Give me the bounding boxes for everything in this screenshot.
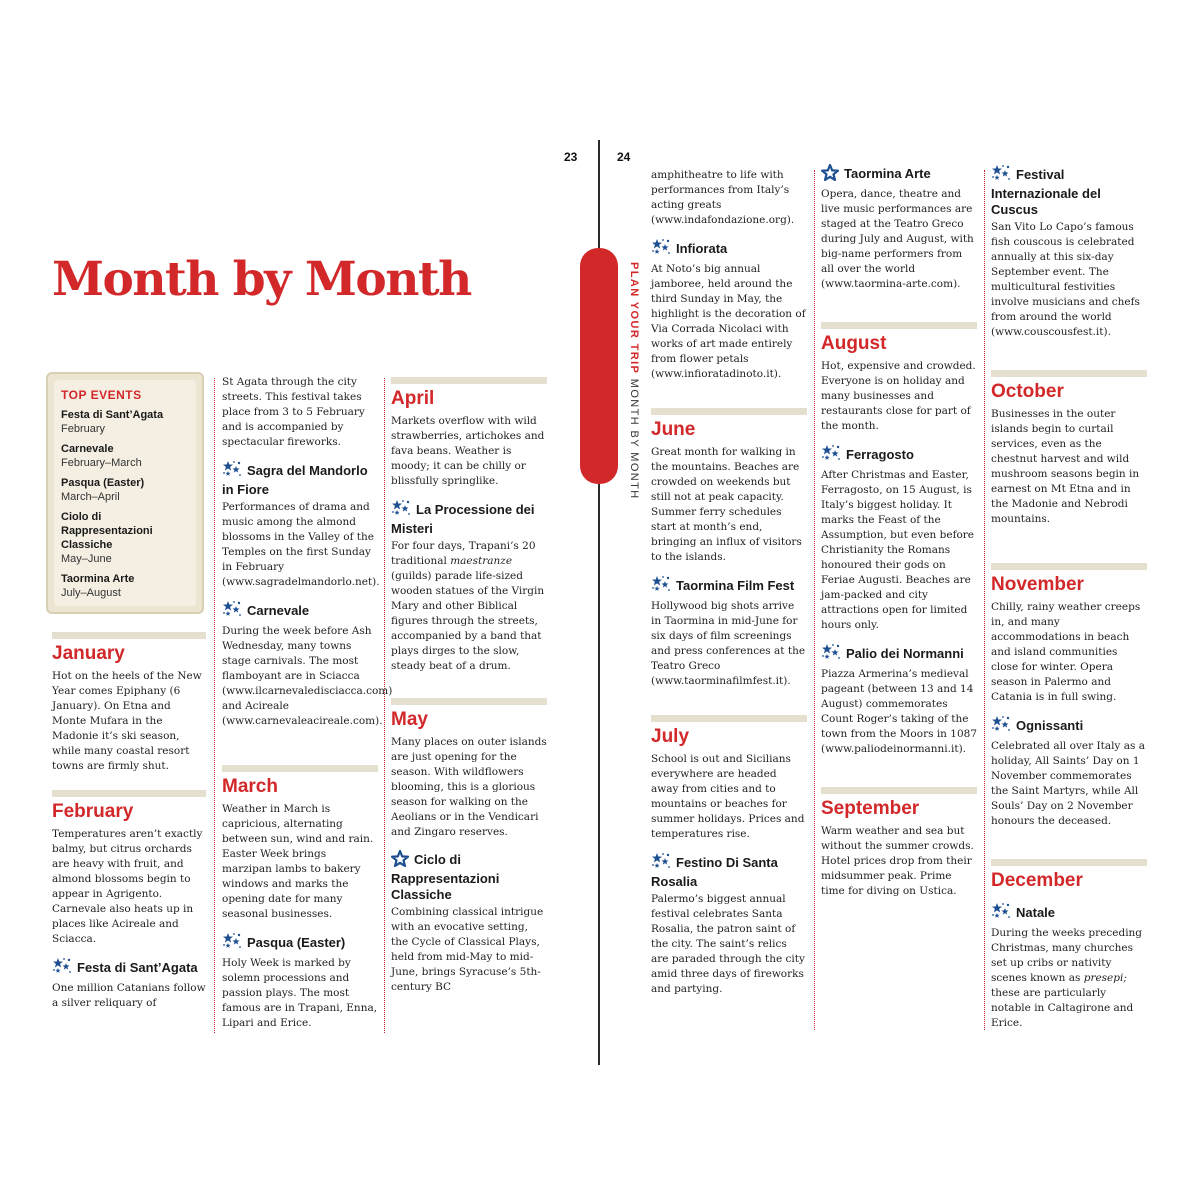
top-event-date: July–August: [61, 587, 121, 599]
event-title: [651, 852, 807, 890]
star-icon: [391, 850, 409, 871]
month-heading-june: June: [651, 419, 696, 440]
event-title-text: La Processione dei Misteri: [391, 502, 535, 536]
column-divider: [384, 378, 385, 1033]
event-text: After Christmas and Easter, Ferragosto, on 15 August, is Italy’s biggest holiday. It marks the Feast of the Assumption, but even before Christianity the Romans honoured their gods on Feriae Augusti. Beaches are jam-packed and city attractions open for limited hours only.: [821, 469, 975, 631]
event-title-text: Festa di Sant’Agata: [77, 960, 198, 975]
month-rule: [222, 765, 378, 772]
event-title: [821, 643, 977, 665]
event-title-text: Festino Di Santa Rosalia: [651, 855, 778, 889]
november-text: Chilly, rainy weather creeps in, and many accommodations in beach and island communities close for winter. Opera season in Palermo and Catania is in full swing.: [991, 601, 1141, 703]
fireworks-icon: [651, 852, 671, 874]
column-1: [52, 632, 206, 1017]
event-title: [52, 957, 206, 979]
month-heading-august: August: [821, 333, 887, 354]
february-text: Temperatures aren’t exactly balmy, but citrus orchards are heavy with fruit, and almond blossoms begin to appear in Agrigento. Carnevale also heats up in places like Acireale and Sciacca.: [52, 828, 203, 945]
month-heading-july: July: [651, 726, 690, 747]
top-events-list: [61, 408, 190, 600]
event-title: [991, 902, 1147, 924]
event-text: Palermo’s biggest annual festival celebrates Santa Rosalia, the patron saint of the city. The saint’s relics are paraded through the city amid three days of fireworks and partying.: [651, 893, 805, 995]
column-2: [222, 375, 393, 1037]
top-event-date: March–April: [61, 491, 120, 503]
event-text: Holy Week is marked by solemn processions and passion plays. The most famous are in Trapani, Enna, Lipari and Erice.: [222, 957, 378, 1029]
event-title-text: Infiorata: [676, 241, 728, 256]
page-number-left: 23: [564, 150, 578, 164]
continued-text: amphitheatre to life with performances from Italy’s acting greats (www.indafondazione.org).: [651, 169, 795, 226]
event-title: [222, 932, 378, 954]
column-3: [391, 377, 547, 1001]
event-title-text: Festival Internazionale del Cuscus: [991, 167, 1101, 217]
event-title-text: Taormina Film Fest: [676, 578, 795, 593]
october-text: Businesses in the outer islands begin to curtail services, even as the chestnut harvest and wild mushroom seasons begin in earnest on Mt Etna and in the Madonie and Nebrodi mountains.: [991, 408, 1140, 525]
event-title: [821, 164, 977, 185]
event-text: Combining classical intrigue with an evocative setting, the Cycle of Classical Plays, held from mid-May to mid-June, brings Syracuse’s 5th-century BC: [391, 906, 544, 993]
month-rule: [991, 370, 1147, 377]
tab-part-plan: PLAN YOUR TRIP: [628, 262, 640, 375]
event-title: [222, 460, 378, 498]
event-title-text: Natale: [1016, 905, 1056, 920]
fireworks-icon: [52, 957, 72, 979]
event-title-text: Carnevale: [247, 603, 310, 618]
september-text: Warm weather and sea but without the summer crowds. Hotel prices drop from their midsummer peak. Prime time for diving on Ustica.: [821, 825, 974, 897]
column-4: [651, 168, 807, 1003]
fireworks-icon: [991, 902, 1011, 924]
event-text: During the week before Ash Wednesday, many towns stage carnivals. The most flamboyant are in Sciacca (www.ilcarnevaledisciacca.com) and Acireale (www.carnevaleacireale.com).: [222, 625, 393, 727]
top-event-date: February–March: [61, 457, 142, 469]
event-title-text: Ognissanti: [1016, 718, 1084, 733]
april-text: Markets overflow with wild strawberries, artichokes and fava beans. Weather is moody; it can be chilly or blissfully springlike.: [391, 415, 545, 487]
may-text: Many places on outer islands are just opening for the season. With wildflowers blooming, this is a glorious season for walking on the Aeolians or in the Vendicari and Zingaro reserves.: [391, 736, 547, 838]
section-tab: [580, 248, 618, 484]
event-title-text: Ferragosto: [846, 447, 914, 462]
continued-text: St Agata through the city streets. This festival takes place from 3 to 5 February and is accompanied by spectacular fireworks.: [222, 376, 365, 448]
event-title-text: Sagra del Mandorlo in Fiore: [222, 463, 368, 497]
month-rule: [821, 787, 977, 794]
fireworks-icon: [222, 600, 242, 622]
month-rule: [651, 408, 807, 415]
event-title: [991, 715, 1147, 737]
top-event-name: Carnevale: [61, 443, 114, 455]
event-text: Performances of drama and music among the almond blossoms in the Valley of the Temples on the first Sunday in February (www.sagradelmandorlo.net).: [222, 501, 380, 588]
month-heading-april: April: [391, 388, 435, 409]
month-heading-october: October: [991, 381, 1064, 402]
event-title: [391, 499, 547, 537]
event-title: [651, 238, 807, 260]
august-text: Hot, expensive and crowded. Everyone is on holiday and many businesses and restaurants close for part of the month.: [821, 360, 976, 432]
event-text: At Noto’s big annual jamboree, held around the third Sunday in May, the highlight is the decoration of Via Corrada Nicolaci with works of art made entirely from flower petals (www.infioratadinoto.it).: [651, 263, 806, 380]
fireworks-icon: [651, 238, 671, 260]
month-rule: [991, 563, 1147, 570]
top-event-name: Festa di Sant’Agata: [61, 409, 164, 421]
event-title: [222, 600, 378, 622]
top-events-heading: TOP EVENTS: [61, 388, 142, 402]
january-text: Hot on the heels of the New Year comes Epiphany (6 January). On Etna and Monte Mufara in the Madonie it’s ski season, while many coastal resort towns are firmly shut.: [52, 670, 202, 772]
event-title: [651, 575, 807, 597]
event-text: Hollywood big shots arrive in Taormina in mid-June for six days of film screenings and press conferences at the Teatro Greco (www.taorminafilmfest.it).: [651, 600, 806, 687]
event-title-text: Ciclo di Rappresentazioni Classiche: [391, 852, 500, 902]
page-number-right: 24: [617, 150, 631, 164]
event-title-text: Palio dei Normanni: [846, 646, 964, 661]
march-text: Weather in March is capricious, alternating between sun, wind and rain. Easter Week brings marzipan lambs to bakery windows and marks the opening date for many seasonal businesses.: [222, 803, 374, 920]
month-heading-december: December: [991, 870, 1083, 891]
event-text: During the weeks preceding Christmas, many churches set up cribs or nativity scenes known as presepi; these are particularly notable in Caltagirone and Erice.: [991, 927, 1143, 1029]
month-rule: [651, 715, 807, 722]
column-5: [821, 164, 977, 905]
july-text: School is out and Sicilians everywhere are headed away from cities and to mountains or beaches for summer holidays. Prices and temperatures rise.: [651, 753, 805, 840]
fireworks-icon: [821, 643, 841, 665]
event-title-text: Pasqua (Easter): [247, 935, 346, 950]
month-rule: [821, 322, 977, 329]
column-divider: [984, 170, 985, 1030]
month-rule: [391, 698, 547, 705]
event-text: Piazza Armerina’s medieval pageant (between 13 and 14 August) commemorates Count Roger’s taking of the town from the Moors in 1087 (www.paliodeinormanni.it).: [821, 668, 978, 755]
month-heading-september: September: [821, 798, 920, 819]
top-events-box: [46, 372, 204, 614]
event-text: San Vito Lo Capo’s famous fish couscous is celebrated annually at this six-day September event. The multicultural festivities involve musicians and chefs from around the world (www.couscousfest.it).: [991, 221, 1140, 338]
column-6: [991, 164, 1147, 1037]
top-event-name: Pasqua (Easter): [61, 477, 145, 489]
month-heading-january: January: [52, 643, 125, 664]
event-text: Opera, dance, theatre and live music performances are staged at the Teatro Greco during July and August, with big-name performers from all over the world (www.taormina-arte.com).: [821, 188, 974, 290]
june-text: Great month for walking in the mountains. Beaches are crowded on weekends but still not at peak capacity. Summer ferry schedules start at month’s end, bringing an influx of visitors to the islands.: [651, 446, 802, 563]
fireworks-icon: [991, 715, 1011, 737]
event-title-text: Taormina Arte: [844, 166, 931, 181]
event-title: [991, 164, 1147, 218]
top-event-date: May–June: [61, 553, 112, 565]
month-rule: [991, 859, 1147, 866]
top-event-name: Ciolo di Rappresentazioni Classiche: [61, 511, 153, 551]
fireworks-icon: [991, 164, 1011, 186]
section-tab-label: [622, 262, 640, 502]
tab-part-month: MONTH BY MONTH: [628, 378, 640, 500]
fireworks-icon: [222, 932, 242, 954]
event-text: For four days, Trapani’s 20 traditional maestranze (guilds) parade life-sized wooden statues of the Virgin Mary and other Biblical figures through the streets, accompanied by a band that plays dirges to the slow, steady beat of a drum.: [391, 540, 545, 672]
event-text: Celebrated all over Italy as a holiday, All Saints’ Day on 1 November commemorates the Saint Martyrs, while All Souls’ Day on 2 November honours the deceased.: [991, 740, 1145, 827]
fireworks-icon: [222, 460, 242, 482]
page-title: Month by Month: [52, 252, 471, 307]
fireworks-icon: [821, 444, 841, 466]
month-heading-march: March: [222, 776, 278, 797]
star-icon: [821, 164, 839, 185]
fireworks-icon: [391, 499, 411, 521]
fireworks-icon: [651, 575, 671, 597]
event-title: [391, 850, 547, 903]
column-divider: [214, 378, 215, 1033]
column-divider: [814, 170, 815, 1030]
month-rule: [52, 790, 206, 797]
month-heading-may: May: [391, 709, 428, 730]
top-event-date: February: [61, 423, 106, 435]
month-rule: [52, 632, 206, 639]
top-event-name: Taormina Arte: [61, 573, 135, 585]
month-heading-november: November: [991, 574, 1084, 595]
event-title: [821, 444, 977, 466]
month-heading-february: February: [52, 801, 134, 822]
event-text: One million Catanians follow a silver reliquary of: [52, 982, 206, 1009]
month-rule: [391, 377, 547, 384]
